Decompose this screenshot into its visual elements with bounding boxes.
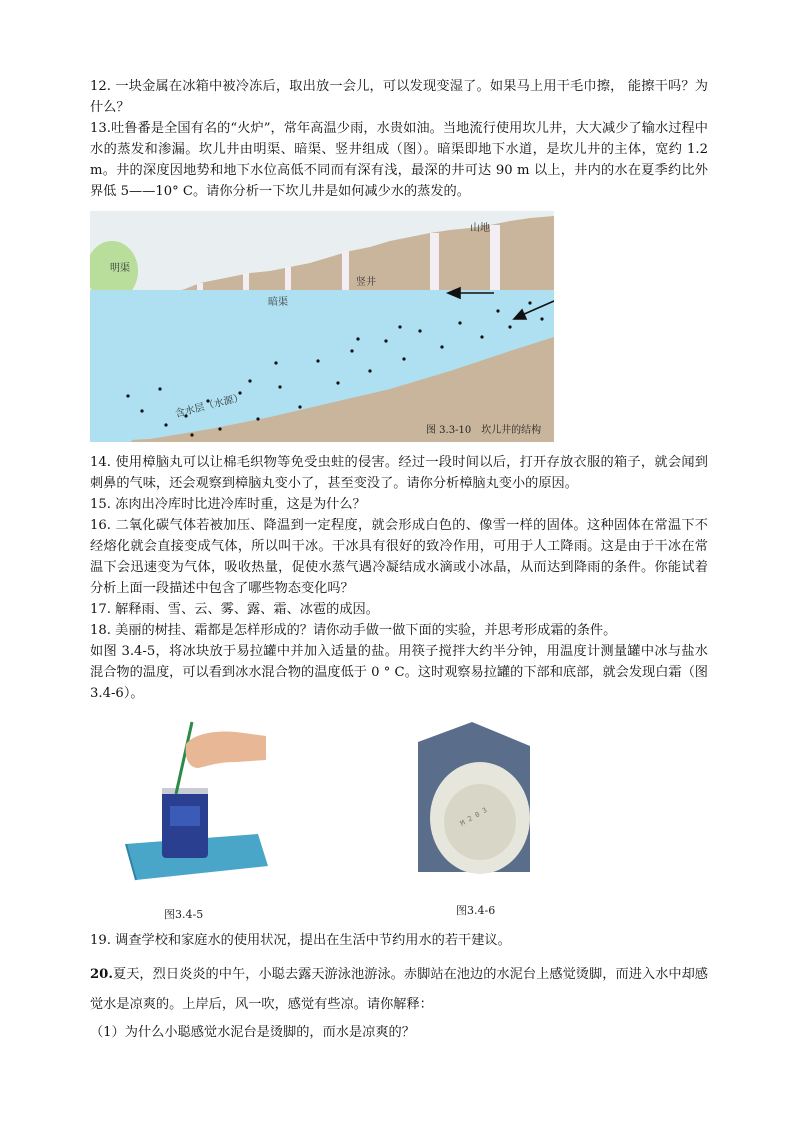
question-17: 17. 解释雨、雪、云、雾、露、霜、冰雹的成因。 bbox=[90, 602, 379, 617]
question-20-part-1: （1）为什么小聪感觉水泥台是烫脚的，而水是凉爽的？ bbox=[90, 1025, 415, 1040]
question-12: 12. 一块金属在冰箱中被冷冻后，取出放一会儿，可以发现变湿了。如果马上用干毛巾擦， 能擦干吗？为什么？ bbox=[90, 79, 708, 115]
question-18: 18. 美丽的树挂、霜都是怎样形成的？请你动手做一做下面的实验，并思考形成霜的条件。 bbox=[90, 623, 617, 638]
figure-caption-3-4-5: 图3.4-5 bbox=[164, 908, 204, 921]
question-18-detail: 如图 3.4-5，将冰块放于易拉罐中并加入适量的盐。用筷子搅拌大约半分钟，用温度计测量罐中冰与盐水混合物的温度，可以看到冰水混合物的温度低于 0 ° C。这时观察易拉罐的下部和底部，就会发现白霜（图 3.4-6）。 bbox=[90, 644, 708, 701]
kanerjing-diagram bbox=[90, 211, 554, 442]
question-16: 16. 二氧化碳气体若被加压、降温到一定程度，就会形成白色的、像雪一样的固体。这种固体在常温下不经熔化就会直接变成气体，所以叫干冰。干冰具有很好的致冷作用，可用于人工降雨。这是由于干冰在常温下会迅速变为气体，吸收热量，促使水蒸气遇冷凝结成水滴或小冰晶，从而达到降雨的条件。你能试着分析上面一段描述中包含了哪些物态变化吗？ bbox=[90, 518, 708, 596]
figure-caption-3-4-6: 图3.4-6 bbox=[456, 904, 496, 917]
frost-photo bbox=[414, 722, 534, 882]
label-mingqu: 明渠 bbox=[110, 263, 130, 274]
label-shujing: 竖井 bbox=[356, 277, 376, 288]
question-20-text: 夏天，烈日炎炎的中午，小聪去露天游泳池游泳。赤脚站在池边的水泥台上感觉烫脚，而进入水中却感觉水是凉爽的。上岸后，风一吹，感觉有些凉。请你解释： bbox=[90, 967, 708, 1012]
question-20-number: 20. bbox=[90, 967, 113, 982]
question-13: 13.吐鲁番是全国有名的“火炉”，常年高温少雨，水贵如油。当地流行使用坎儿井，大大减少了输水过程中水的蒸发和渗漏。坎儿井由明渠、暗渠、竖井组成（图）。暗渠即地下水道，是坎儿井的主体，宽约 1.2 m。井的深度因地势和地下水位高低不同而有深有浅，最深的井可达 90 m 以上，井内的水在夏季约比外界低 5——10° C。请你分析一下坎儿井是如何减少水的蒸发的。 bbox=[90, 121, 708, 199]
question-14: 14. 使用樟脑丸可以让棉毛织物等免受虫蛀的侵害。经过一段时间以后，打开存放衣服的箱子，就会闻到刺鼻的气味，还会观察到樟脑丸变小了，甚至变没了。请你分析樟脑丸变小的原因。 bbox=[90, 455, 708, 491]
svg-text:M 2 0 3: M 2 0 3 bbox=[459, 806, 489, 828]
label-anqu: 暗渠 bbox=[268, 297, 288, 308]
label-shandi: 山地 bbox=[470, 223, 490, 234]
question-15: 15. 冻肉出冷库时比进冷库时重，这是为什么？ bbox=[90, 497, 366, 512]
question-20 bbox=[90, 960, 708, 1020]
question-19: 19. 调查学校和家庭水的使用状况，提出在生活中节约用水的若干建议。 bbox=[90, 933, 511, 948]
figure-caption-3-3-10: 图 3.3-10 坎儿井的结构 bbox=[426, 425, 542, 436]
can-experiment-photo bbox=[118, 716, 270, 888]
hand-shape bbox=[186, 732, 266, 769]
label-hanshuiceng: 含水层（水源） bbox=[174, 392, 245, 420]
